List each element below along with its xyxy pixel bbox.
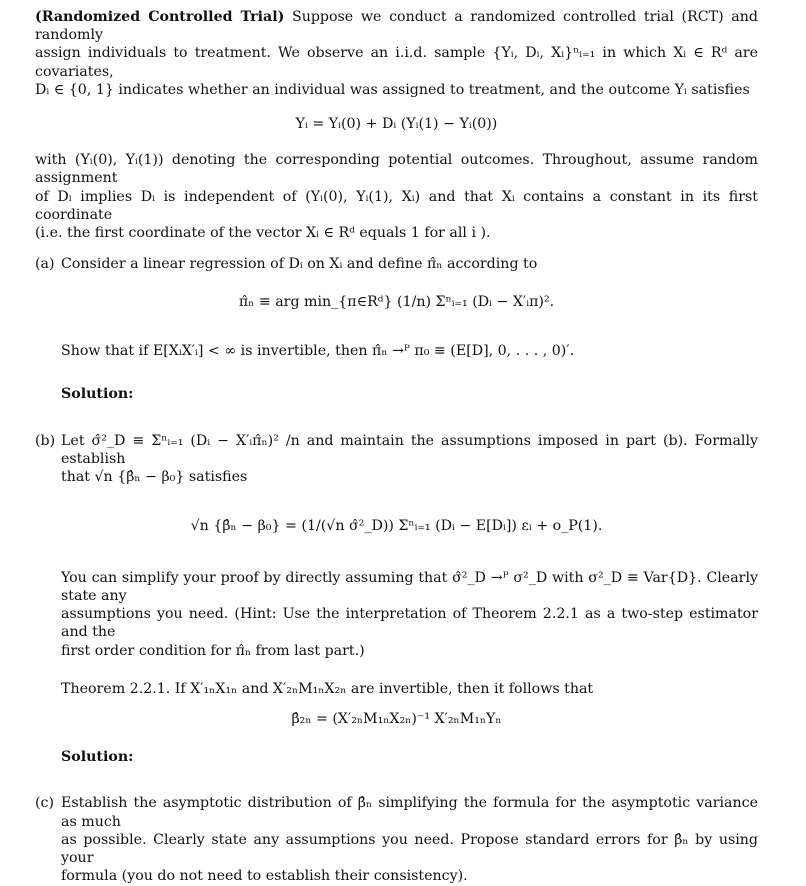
part-a-equation: π̂ₙ ≡ arg min_{π∈Rᵈ} (1/n) Σⁿᵢ₌₁ (Dᵢ − X′ᵢπ)². [238,294,555,311]
intro-line-1: (Randomized Controlled Trial) Suppose we conduct a randomized controlled trial (RCT) and randomly [35,9,758,44]
part-a-label: (a) [35,256,55,273]
part-b-equation: √n {β̂ₙ − β₀} = (1/(√n σ̂²_D)) Σⁿᵢ₌₁ (Dᵢ − E[Dᵢ]) εᵢ + o_P(1). [190,517,603,534]
part-b-line-1: Let σ̂²_D ≡ Σⁿᵢ₌₁ (Dᵢ − X′ᵢπ̂ₙ)² /n and maintain the assumptions imposed in part (b). Formally establish [61,433,758,468]
assumptions-line-2: of Dᵢ implies Dᵢ is independent of (Yᵢ(0), Yᵢ(1), Xᵢ) and that Xᵢ contains a constant in its first coordinate [35,188,758,223]
theorem-equation: β̂₂ₙ = (X′₂ₙM₁ₙX₂ₙ)⁻¹ X′₂ₙM₁ₙYₙ [291,711,502,728]
intro-line-2: assign individuals to treatment. We observe an i.i.d. sample {Yᵢ, Dᵢ, Xᵢ}ⁿᵢ₌₁ in which Xᵢ ∈ Rᵈ are covariates, [35,45,758,80]
assumptions-line-3: (i.e. the first coordinate of the vector Xᵢ ∈ Rᵈ equals 1 for all i ). [35,225,491,242]
part-b [35,432,758,487]
part-c-line-2: as possible. Clearly state any assumptions you need. Propose standard errors for β̂ₙ by using your [61,831,758,867]
part-b-note [61,569,758,660]
part-a [35,255,758,273]
outcome-equation: Yᵢ = Yᵢ(0) + Dᵢ (Yᵢ(1) − Yᵢ(0)) [295,116,498,133]
part-c-line-3: formula (you do not need to establish their consistency). [61,868,468,885]
part-c-label: (c) [35,795,55,812]
part-a-show: Show that if E[XᵢX′ᵢ] < ∞ is invertible, then π̂ₙ →ᴾ π₀ ≡ (E[D], 0, . . . , 0)′. [61,342,575,359]
part-b-solution-label: Solution: [61,749,134,766]
part-b-note-line-3: first order condition for π̂ₙ from last part.) [61,642,365,659]
assumptions-paragraph [35,151,758,242]
assumptions-line-1: with (Yᵢ(0), Yᵢ(1)) denoting the corresponding potential outcomes. Throughout, assume random assignment [35,152,758,187]
part-a-solution-label: Solution: [61,385,134,402]
intro-line-3: Dᵢ ∈ {0, 1} indicates whether an individual was assigned to treatment, and the outcome Yᵢ satisfies [35,81,750,98]
intro-paragraph [35,8,758,99]
part-b-note-line-2: assumptions you need. (Hint: Use the interpretation of Theorem 2.2.1 as a two-step estimator and the [61,606,758,641]
part-c [35,794,758,885]
part-b-line-2: that √n {β̂ₙ − β₀} satisfies [61,469,248,486]
theorem-statement: Theorem 2.2.1. If X′₁ₙX₁ₙ and X′₂ₙM₁ₙX₂ₙ are invertible, then it follows that [61,680,594,697]
part-b-label: (b) [35,433,56,450]
part-b-note-line-1: You can simplify your proof by directly assuming that σ̂²_D →ᴾ σ²_D with σ²_D ≡ Var{D}. Clearly state any [61,569,758,605]
part-a-text: Consider a linear regression of Dᵢ on Xᵢ and define π̂ₙ according to [61,256,538,273]
problem-title: (Randomized Controlled Trial) [35,9,285,25]
part-c-line-1: Establish the asymptotic distribution of β̂ₙ simplifying the formula for the asymptotic variance as much [61,795,758,830]
